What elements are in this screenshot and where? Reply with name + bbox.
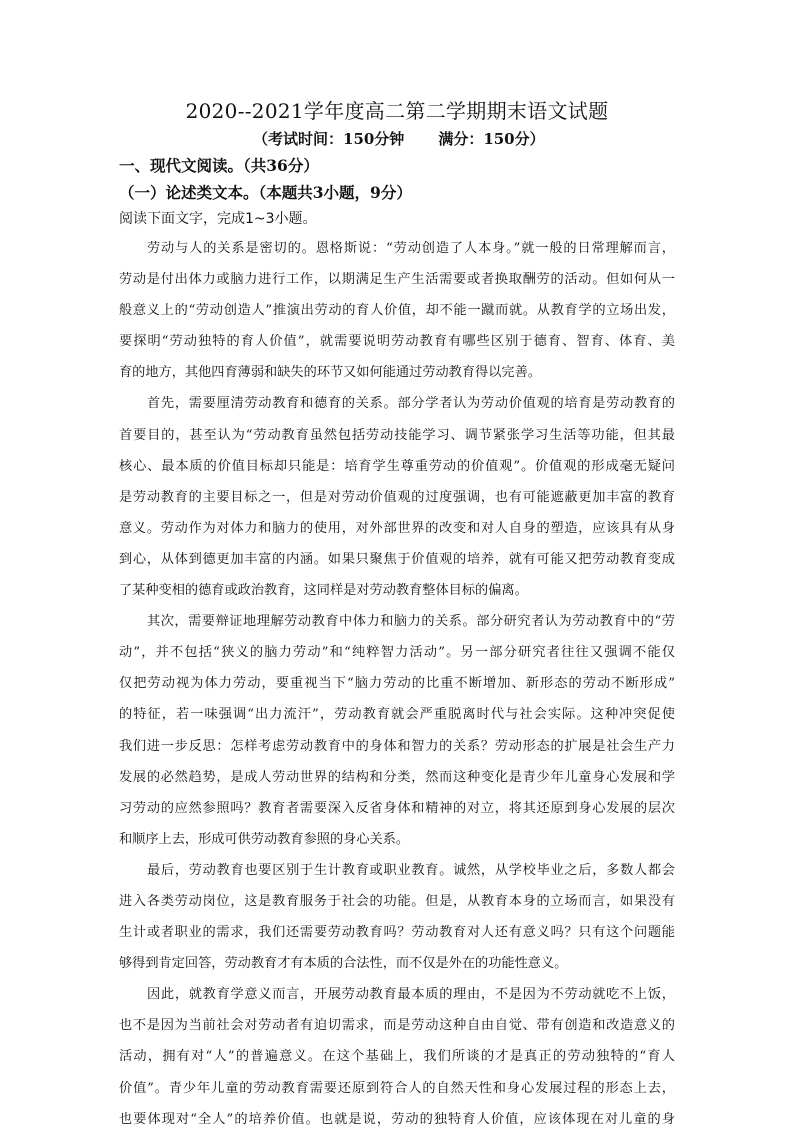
exam-title: 2020--2021学年度高二第二学期期末语文试题 [185, 99, 609, 123]
passage-line: 活动，拥有对“人”的普遍意义。在这个基础上，我们所谈的才是真正的劳动独特的“育人 [119, 1049, 675, 1065]
passage-line: 也要体现对“全人”的培养价值。也就是说，劳动的独特育人价值，应该体现在对儿童的身 [119, 1111, 675, 1127]
passage-line: 价值”。青少年儿童的劳动教育需要还原到符合人的自然天性和身心发展过程的形态上去， [119, 1080, 675, 1096]
passage-line: 我们进一步反思：怎样考虑劳动教育中的身体和智力的关系？劳动形态的扩展是社会生产力 [119, 738, 675, 754]
passage-line: 动”，并不包括“狭义的脑力劳动”和“纯粹智力活动”。另一部分研究者往往又强调不能仅 [119, 645, 675, 661]
passage-line: 劳动是付出体力或脑力进行工作，以期满足生产生活需要或者换取酬劳的活动。但如何从一 [119, 272, 675, 288]
passage-line: 劳动与人的关系是密切的。恩格斯说：“劳动创造了人本身。”就一般的日常理解而言， [147, 241, 675, 256]
passage-line: 首要目的，甚至认为“劳动教育虽然包括劳动技能学习、调节紧张学习生活等功能，但其最 [119, 427, 675, 443]
exam-info [253, 128, 553, 150]
passage-line: 的特征，若一味强调“出力流汗”，劳动教育就会严重脱离时代与社会实际。这种冲突促使 [119, 707, 675, 723]
passage-line: 够得到肯定回答，劳动教育才有本质的合法性，而不仅是外在的功能性意义。 [119, 956, 568, 972]
passage-body [119, 233, 675, 1135]
passage-line: 习劳动的应然参照吗？教育者需要深入反省身体和精神的对立，将其还原到身心发展的层次 [119, 800, 675, 816]
reading-instruction: 阅读下面文字，完成1~3小题。 [119, 211, 317, 227]
full-score: 满分：150分） [438, 130, 545, 148]
passage-line: 意义。劳动作为对体力和脑力的使用，对外部世界的改变和对人自身的塑造，应该具有从身 [119, 520, 675, 536]
exam-time: （考试时间：150分钟 [253, 130, 405, 148]
passage-line: 其次，需要辩证地理解劳动教育中体力和脑力的关系。部分研究者认为劳动教育中的“劳 [147, 614, 675, 630]
passage-line: 了某种变相的德育或政治教育，这同样是对劳动教育整体目标的偏离。 [119, 583, 528, 599]
subsection-heading: （一）论述类文本。（本题共3小题，9分） [119, 183, 412, 202]
passage-line: 生计或者职业的需求，我们还需要劳动教育吗？劳动教育对人还有意义吗？只有这个问题能 [119, 925, 675, 941]
passage-line: 也不是因为当前社会对劳动者有迫切需求，而是劳动这种自由自觉、带有创造和改造意义的 [119, 1018, 675, 1034]
passage-line: 首先，需要厘清劳动教育和德育的关系。部分学者认为劳动价值观的培育是劳动教育的 [147, 396, 675, 412]
passage-line: 发展的必然趋势，是成人劳动世界的结构和分类，然而这种变化是青少年儿童身心发展和学 [119, 769, 675, 785]
passage-line: 核心、最本质的价值目标却只能是：培育学生尊重劳动的价值观”。价值观的形成毫无疑问 [119, 458, 675, 474]
passage-line: 到心，从体到德更加丰富的内涵。如果只聚焦于价值观的培养，就有可能又把劳动教育变成 [119, 551, 675, 567]
passage-line: 要探明“劳动独特的育人价值”，就需要说明劳动教育有哪些区别于德育、智育、体育、美 [119, 334, 675, 350]
passage-line: 育的地方，其他四育薄弱和缺失的环节又如何能通过劳动教育得以完善。 [119, 365, 541, 381]
passage-line: 最后，劳动教育也要区别于生计教育或职业教育。诚然，从学校毕业之后，多数人都会 [147, 862, 675, 878]
passage-line: 仅把劳动视为体力劳动，要重视当下“脑力劳动的比重不断增加、新形态的劳动不断形成” [119, 676, 675, 692]
passage-line: 因此，就教育学意义而言，开展劳动教育最本质的理由，不是因为不劳动就吃不上饭， [147, 987, 675, 1003]
section-heading: 一、现代文阅读。（共36分） [119, 156, 319, 175]
passage-line: 和顺序上去，形成可供劳动教育参照的身心关系。 [119, 831, 410, 847]
passage-line: 般意义上的“劳动创造人”推演出劳动的育人价值，却不能一蹴而就。从教育学的立场出发， [119, 303, 675, 319]
passage-line: 是劳动教育的主要目标之一，但是对劳动价值观的过度强调，也有可能遮蔽更加丰富的教育 [119, 489, 675, 505]
passage-line: 进入各类劳动岗位，这是教育服务于社会的功能。但是，从教育本身的立场而言，如果没有 [119, 893, 675, 909]
